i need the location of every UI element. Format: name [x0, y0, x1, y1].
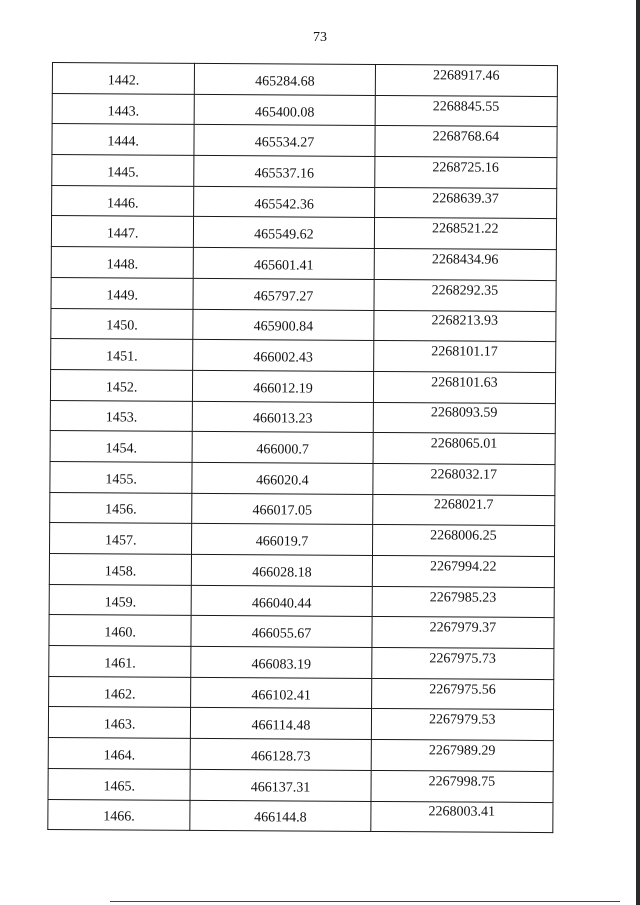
x-coordinate-cell [193, 278, 373, 310]
point-number-cell [49, 615, 192, 647]
x-coordinate-cell [194, 186, 374, 218]
y-coordinate-cell [374, 187, 557, 219]
point-number-cell-text: 1447. [106, 226, 139, 242]
x-coordinate-cell-text: 465284.68 [255, 74, 315, 90]
y-coordinate-cell [374, 249, 557, 281]
point-number-cell-text: 1451. [106, 349, 138, 365]
y-coordinate-cell-text: 2268521.22 [432, 221, 499, 238]
x-coordinate-cell-text: 466144.8 [254, 810, 307, 826]
table-row [52, 155, 557, 189]
point-number-cell [51, 277, 194, 309]
x-coordinate-cell-text: 466102.41 [251, 687, 311, 704]
point-number-cell-text: 1454. [105, 441, 138, 457]
x-coordinate-cell-text: 465542.36 [254, 196, 314, 213]
y-coordinate-cell-text: 2268003.41 [428, 804, 496, 821]
point-number-cell-text: 1452. [105, 380, 138, 396]
y-coordinate-cell [372, 525, 555, 557]
y-coordinate-cell [372, 555, 555, 587]
coordinates-table [47, 62, 558, 833]
point-number-cell-text: 1446. [107, 195, 139, 212]
table-row [51, 216, 556, 250]
y-coordinate-cell-text: 2267994.22 [429, 559, 497, 575]
y-coordinate-cell-text: 2268101.17 [431, 344, 498, 360]
table-row [50, 431, 555, 465]
x-coordinate-cell-text: 466137.31 [250, 779, 311, 796]
y-coordinate-cell [372, 617, 555, 649]
point-number-cell [52, 124, 195, 156]
table-row [52, 63, 557, 97]
x-coordinate-cell-text: 465601.41 [253, 258, 314, 274]
x-coordinate-cell-text: 466128.73 [250, 749, 311, 765]
x-coordinate-cell-text: 466013.23 [253, 411, 313, 428]
table-row [51, 277, 556, 311]
point-number-cell-text: 1464. [103, 748, 136, 764]
table-row [48, 799, 553, 833]
y-coordinate-cell [375, 64, 558, 96]
x-coordinate-cell [191, 616, 371, 648]
x-coordinate-cell-text: 466017.05 [252, 503, 313, 520]
table-row [51, 308, 556, 342]
x-coordinate-cell-text: 465400.08 [254, 104, 315, 121]
point-number-cell [49, 523, 192, 555]
x-coordinate-cell-text: 465900.84 [253, 319, 314, 335]
scan-edge-right [636, 0, 640, 905]
x-coordinate-cell [192, 462, 372, 494]
y-coordinate-cell [375, 95, 558, 127]
point-number-cell [51, 339, 194, 371]
point-number-cell [48, 768, 191, 800]
point-number-cell [52, 93, 195, 125]
point-number-cell-text: 1465. [103, 778, 136, 795]
x-coordinate-cell [190, 800, 370, 832]
x-coordinate-cell-text: 466083.19 [251, 657, 312, 673]
y-coordinate-cell-text: 2268093.59 [430, 405, 498, 422]
table-row [52, 185, 557, 219]
x-coordinate-cell [192, 493, 372, 525]
y-coordinate-cell [371, 709, 554, 741]
point-number-cell-text: 1456. [105, 502, 137, 518]
point-number-cell [48, 707, 191, 739]
y-coordinate-cell-text: 2268845.55 [432, 98, 500, 115]
point-number-cell-text: 1460. [104, 625, 136, 641]
x-coordinate-cell [191, 677, 371, 709]
y-coordinate-cell-text: 2268213.93 [431, 313, 499, 330]
table-row [51, 247, 556, 281]
point-number-cell [52, 63, 195, 95]
table-row [48, 768, 553, 802]
point-number-cell [49, 553, 192, 585]
point-number-cell-text: 1453. [105, 410, 138, 426]
x-coordinate-cell-text: 466019.7 [255, 534, 309, 550]
x-coordinate-cell [193, 309, 373, 341]
coordinates-table-body [48, 63, 558, 833]
point-number-cell-text: 1445. [107, 165, 139, 181]
point-number-cell [50, 400, 193, 432]
y-coordinate-cell [371, 770, 554, 802]
y-coordinate-cell [373, 463, 556, 495]
point-number-cell [52, 185, 195, 217]
x-coordinate-cell [194, 94, 374, 126]
x-coordinate-cell-text: 465537.16 [254, 166, 315, 182]
point-number-cell-text: 1466. [103, 809, 135, 825]
y-coordinate-cell-text: 2268292.35 [431, 282, 499, 299]
y-coordinate-cell-text: 2268639.37 [432, 190, 499, 207]
table-row [49, 584, 554, 618]
point-number-cell-text: 1461. [104, 656, 136, 672]
table-row [50, 369, 555, 403]
x-coordinate-cell [194, 125, 374, 157]
y-coordinate-cell [371, 648, 554, 680]
x-coordinate-cell [194, 155, 374, 187]
point-number-cell [49, 676, 192, 708]
point-number-cell [48, 738, 191, 770]
y-coordinate-cell-text: 2268021.7 [433, 497, 494, 514]
x-coordinate-cell-text: 465549.62 [254, 227, 314, 243]
point-number-cell-text: 1442. [107, 73, 140, 89]
y-coordinate-cell [372, 586, 555, 618]
x-coordinate-cell [192, 554, 372, 586]
y-coordinate-cell [373, 433, 556, 465]
y-coordinate-cell-text: 2267998.75 [428, 773, 496, 790]
y-coordinate-cell-text: 2268032.17 [430, 467, 498, 483]
x-coordinate-cell [192, 432, 372, 464]
x-coordinate-cell [190, 769, 370, 801]
y-coordinate-cell [373, 371, 556, 403]
y-coordinate-cell-text: 2267975.56 [429, 681, 496, 698]
table-row [48, 738, 553, 772]
x-coordinate-cell [193, 370, 373, 402]
point-number-cell [51, 216, 194, 248]
x-coordinate-cell [193, 340, 373, 372]
table-row [50, 461, 555, 495]
y-coordinate-cell-text: 2268917.46 [432, 68, 500, 84]
x-coordinate-cell [191, 585, 371, 617]
y-coordinate-cell [374, 218, 557, 250]
y-coordinate-cell-text: 2268768.64 [432, 129, 500, 145]
x-coordinate-cell-text: 466020.4 [256, 473, 309, 489]
point-number-cell [50, 431, 193, 463]
y-coordinate-cell-text: 2268725.16 [432, 160, 499, 176]
y-coordinate-cell-text: 2267979.37 [429, 620, 497, 636]
y-coordinate-cell [371, 740, 554, 772]
point-number-cell [49, 584, 192, 616]
x-coordinate-cell-text: 466002.43 [253, 350, 313, 366]
point-number-cell-text: 1443. [107, 103, 140, 120]
x-coordinate-cell [191, 738, 371, 770]
y-coordinate-cell [375, 126, 558, 158]
table-row [48, 707, 553, 741]
x-coordinate-cell-text: 466028.18 [252, 565, 312, 581]
x-coordinate-cell [191, 646, 371, 678]
page-number: 73 [313, 30, 327, 45]
point-number-cell [50, 492, 193, 524]
table-row [49, 553, 554, 587]
table-row [49, 523, 554, 557]
x-coordinate-cell-text: 465797.27 [253, 288, 314, 305]
table-row [50, 492, 555, 526]
y-coordinate-cell-text: 2268434.96 [431, 252, 499, 268]
y-coordinate-cell-text: 2267989.29 [428, 743, 496, 759]
y-coordinate-cell [372, 494, 555, 526]
y-coordinate-cell-text: 2268006.25 [430, 528, 497, 544]
y-coordinate-cell [373, 402, 556, 434]
x-coordinate-cell-text: 465534.27 [254, 135, 315, 151]
point-number-cell-text: 1462. [104, 686, 136, 703]
x-coordinate-cell-text: 466114.48 [251, 718, 311, 734]
point-number-cell [48, 799, 191, 831]
y-coordinate-cell-text: 2267985.23 [429, 589, 497, 606]
y-coordinate-cell [374, 157, 557, 189]
x-coordinate-cell-text: 466055.67 [251, 626, 312, 642]
y-coordinate-cell-text: 2267979.53 [429, 712, 496, 729]
y-coordinate-cell [373, 310, 556, 342]
table-row [49, 676, 554, 710]
point-number-cell-text: 1457. [104, 533, 137, 549]
point-number-cell-text: 1450. [106, 318, 138, 334]
point-number-cell [52, 155, 195, 187]
x-coordinate-cell-text: 466000.7 [256, 442, 309, 458]
x-coordinate-cell [193, 401, 373, 433]
y-coordinate-cell-text: 2267975.73 [429, 651, 496, 667]
point-number-cell [51, 308, 194, 340]
point-number-cell-text: 1444. [107, 134, 139, 150]
y-coordinate-cell [371, 678, 554, 710]
point-number-cell-text: 1458. [104, 564, 137, 580]
x-coordinate-cell-text: 466040.44 [251, 595, 312, 612]
table-row [50, 400, 555, 434]
point-number-cell-text: 1459. [104, 594, 137, 611]
point-number-cell [50, 369, 193, 401]
point-number-cell [50, 461, 193, 493]
y-coordinate-cell-text: 2268065.01 [430, 436, 498, 452]
table-row [51, 339, 556, 373]
table-row [52, 124, 557, 158]
point-number-cell-text: 1455. [105, 472, 137, 488]
x-coordinate-cell [194, 217, 374, 249]
point-number-cell [49, 646, 192, 678]
x-coordinate-cell-text: 466012.19 [253, 380, 313, 397]
table-row [49, 615, 554, 649]
x-coordinate-cell [192, 524, 372, 556]
y-coordinate-cell [370, 801, 553, 833]
table-row [49, 646, 554, 680]
point-number-cell-text: 1463. [103, 717, 136, 733]
x-coordinate-cell [195, 63, 375, 95]
x-coordinate-cell [194, 247, 374, 279]
point-number-cell-text: 1449. [106, 287, 139, 304]
y-coordinate-cell-text: 2268101.63 [431, 375, 498, 391]
y-coordinate-cell [373, 341, 556, 373]
scan-edge-bottom [110, 901, 620, 902]
x-coordinate-cell [191, 708, 371, 740]
y-coordinate-cell [374, 279, 557, 311]
point-number-cell [51, 247, 194, 279]
table-row [52, 93, 557, 127]
point-number-cell-text: 1448. [106, 257, 139, 273]
